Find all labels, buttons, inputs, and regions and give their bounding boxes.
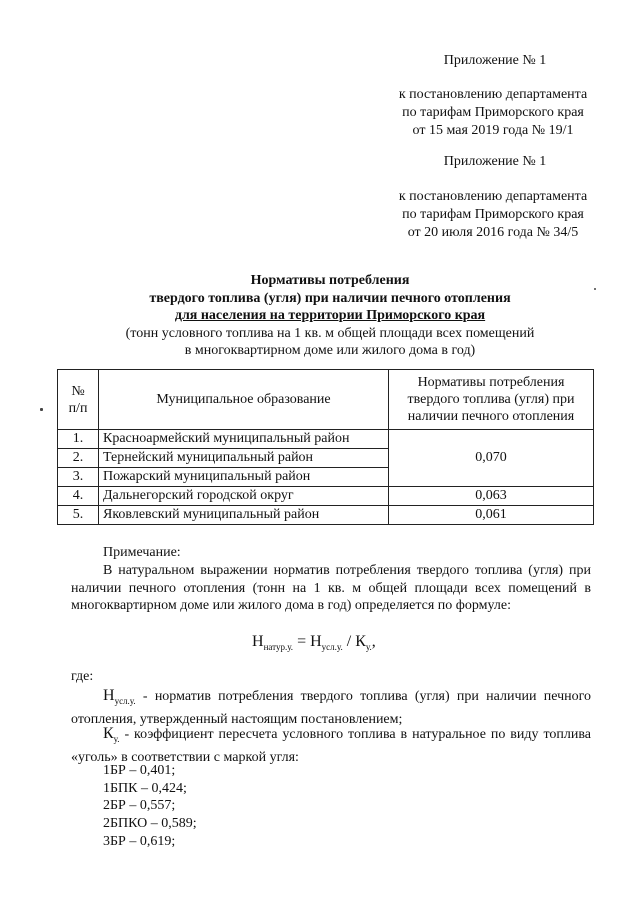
decree-line: от 15 мая 2019 года № 19/1: [412, 123, 574, 138]
title-line-1: Нормативы потребления: [250, 273, 410, 288]
formula-lhs-sub: натур.у.: [263, 642, 294, 653]
coefficient-list: [103, 762, 197, 851]
table-row: [58, 506, 594, 525]
table-header-row: [58, 370, 594, 430]
decree-line: по тарифам Приморского края: [402, 105, 584, 120]
list-item: 1БПК – 0,424;: [103, 780, 187, 796]
row-municipality: Красноармейский муниципальный район: [99, 430, 389, 449]
def2-sub: у.: [113, 733, 120, 744]
row-municipality: Дальнегорский городской округ: [99, 487, 389, 506]
list-item: 1БР – 0,401;: [103, 763, 176, 778]
table-row: [58, 487, 594, 506]
norms-table: [57, 369, 594, 525]
decree-reference-1: [378, 86, 608, 140]
formula: [252, 633, 376, 652]
row-value-merged: 0,070: [389, 430, 594, 487]
definition-coefficient: [71, 725, 591, 766]
formula-tail: ,: [371, 633, 376, 650]
formula-eq: =: [297, 633, 307, 650]
formula-rhs1: Н: [310, 633, 322, 650]
decree-line: по тарифам Приморского края: [402, 207, 584, 222]
document-title: [60, 272, 600, 360]
list-item: 2БР – 0,557;: [103, 798, 176, 814]
row-municipality: Тернейский муниципальный район: [99, 449, 389, 468]
row-number: 3.: [58, 468, 99, 487]
header-municipality: Муниципальное образование: [99, 370, 389, 430]
row-number: 1.: [58, 430, 99, 449]
formula-rhs2-sub: у.: [365, 642, 372, 653]
header-norm: Нормативы потребления твердого топлива (угля) при наличии печного отопления: [389, 370, 594, 430]
list-item: 2БПКО – 0,589;: [103, 816, 197, 832]
appendix-label-2: Приложение № 1: [443, 154, 547, 169]
title-line-2: твердого топлива (угля) при наличии печного отопления: [149, 290, 511, 306]
row-number: 4.: [58, 487, 99, 506]
title-line-5: в многоквартирном доме или жилого дома в год): [184, 343, 476, 358]
title-line-3: для населения на территории Приморского края: [174, 308, 486, 323]
def1-text: - норматив потребления твердого топлива (угля) при наличии печного отопления, утвержденный настоящим постановлением;: [71, 689, 591, 727]
note-heading: Примечание:: [103, 545, 181, 560]
row-municipality: Пожарский муниципальный район: [99, 468, 389, 487]
note-paragraph: В натуральном выражении норматив потребления твердого топлива (угля) при наличии печного отопления (тонн на 1 кв. м общей площади всех помещений в многоквартирном доме или жилого дома в год) определяется по формуле:: [71, 563, 591, 614]
scan-speck: [594, 288, 596, 290]
def2-text: - коэффициент пересчета условного топлива в натуральное по виду топлива «уголь» в соответствии с маркой угля:: [71, 727, 591, 765]
decree-line: к постановлению департамента: [398, 87, 588, 102]
definition-norm: [71, 687, 591, 728]
appendix-label-1: Приложение № 1: [443, 53, 547, 68]
formula-lhs: Н: [252, 633, 264, 650]
def2-symbol: К: [103, 725, 114, 742]
row-value: 0,063: [389, 487, 594, 506]
formula-rhs1-sub: усл.у.: [321, 642, 343, 653]
table-row: [58, 430, 594, 449]
def1-sub: усл.у.: [114, 695, 136, 706]
def1-symbol: Н: [103, 687, 115, 704]
decree-reference-2: [378, 188, 608, 242]
decree-line: от 20 июля 2016 года № 34/5: [407, 225, 579, 240]
formula-rhs2: К: [355, 633, 366, 650]
decree-line: к постановлению департамента: [398, 189, 588, 204]
formula-div: /: [346, 633, 352, 650]
row-value: 0,061: [389, 506, 594, 525]
title-line-4: (тонн условного топлива на 1 кв. м общей площади всех помещений: [125, 325, 535, 341]
scan-speck: [40, 408, 43, 411]
where-label: где:: [71, 669, 94, 684]
row-number: 2.: [58, 449, 99, 468]
header-number: № п/п: [58, 370, 99, 430]
list-item: 3БР – 0,619;: [103, 833, 176, 849]
row-number: 5.: [58, 506, 99, 525]
row-municipality: Яковлевский муниципальный район: [99, 506, 389, 525]
